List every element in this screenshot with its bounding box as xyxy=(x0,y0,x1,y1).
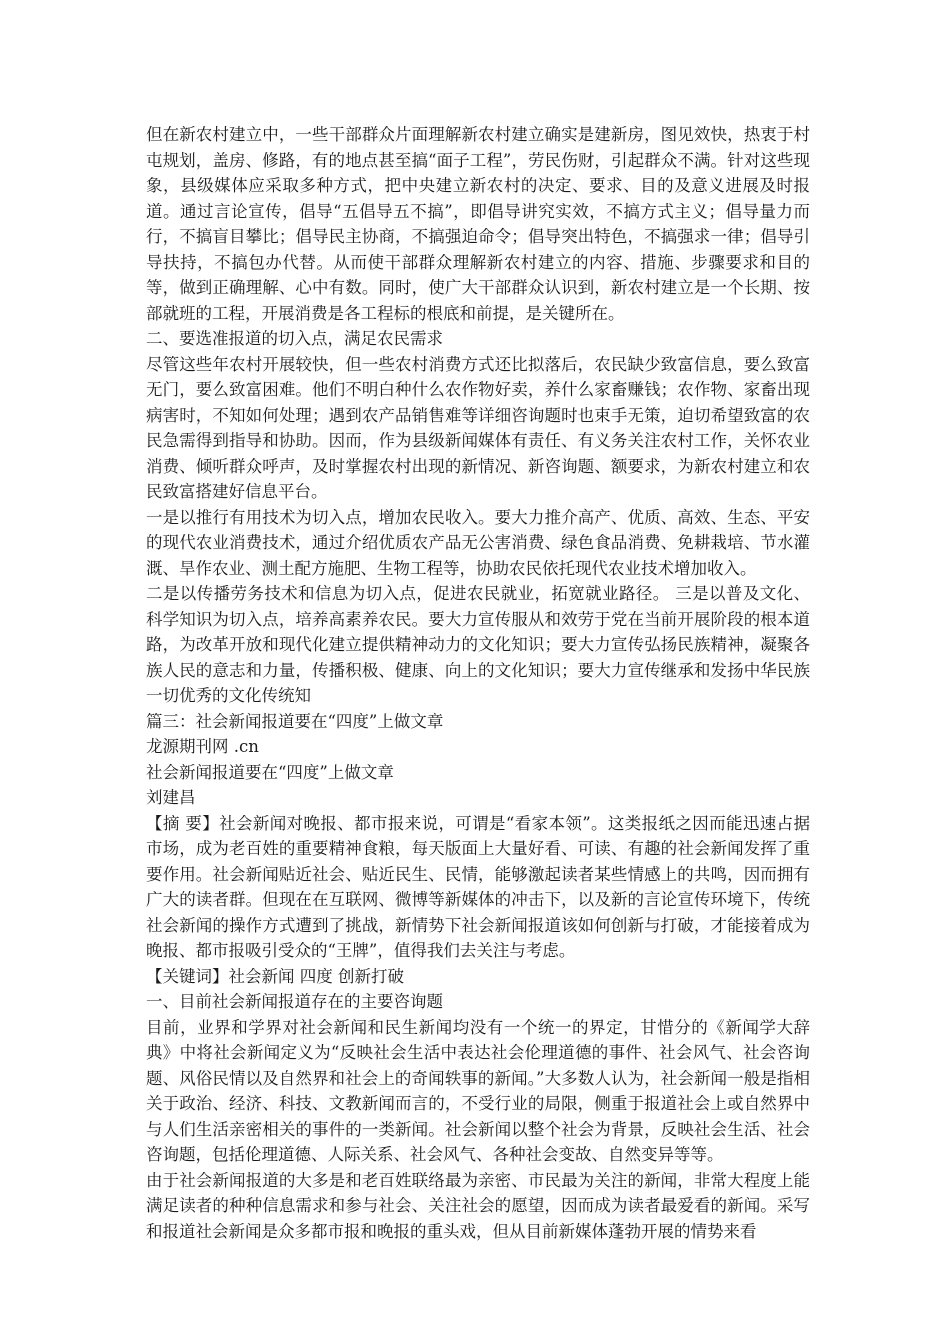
paragraph-reader-interest: 由于社会新闻报道的大多是和老百姓联络最为亲密、市民最为关注的新闻，非常大程度上能满足读者的种种信息需求和参与社会、关注社会的愿望，因而成为读者最爱看的新闻。采写和报道社会新闻是众多都市报和晚报的重头戏，但从目前新媒体蓬勃开展的情势来看 xyxy=(146,1170,810,1241)
heading-section-one: 一、目前社会新闻报道存在的主要咨询题 xyxy=(146,992,443,1011)
document-body xyxy=(146,122,810,1244)
paragraph-farmer-needs: 尽管这些年农村开展较快，但一些农村消费方式还比拟落后，农民缺少致富信息，要么致富无门，要么致富困难。他们不明白种什么农作物好卖，养什么家畜赚钱；农作物、家畜出现病害时，不知如何处理；遇到农产品销售难等详细咨询题时也束手无策，迫切希望致富的农民急需得到指导和协助。因而，作为县级新闻媒体有责任、有义务关注农村工作，关怀农业消费、倾听群众呼声，及时掌握农村出现的新情况、新咨询题、额要求，为新农村建立和农民致富搭建好信息平台。 xyxy=(146,354,810,501)
paragraph-definition: 目前，业界和学界对社会新闻和民生新闻均没有一个统一的界定，甘惜分的《新闻学大辞典》中将社会新闻定义为“反映社会生活中表达社会伦理道德的事件、社会风气、社会咨询题、风俗民情以及自然界和社会上的奇闻轶事的新闻。”大多数人认为，社会新闻一般是指相关于政治、经济、科技、文教新闻而言的，不受行业的局限，侧重于报道社会上或自然界中与人们生活亲密相关的事件的一类新闻。社会新闻以整个社会为背景，反映社会生活、社会咨询题，包括伦理道德、人际关系、社会风气、各种社会变故、自然变异等等。 xyxy=(146,1017,810,1164)
article-three-title: 篇三：社会新闻报道要在“四度”上做文章 xyxy=(146,711,444,731)
source-line: 龙源期刊网 .cn xyxy=(146,737,259,756)
paragraph-rural-construction: 但在新农村建立中，一些干部群众片面理解新农村建立确实是建新房，图见效快，热衷于村屯规划，盖房、修路，有的地点甚至搞“面子工程”，劳民伤财，引起群众不满。针对这些现象，县级媒体应采取多种方式，把中央建立新农村的决定、要求、目的及意义进展及时报道。通过言论宣传，倡导“五倡导五不搞”，即倡导讲究实效，不搞方式主义；倡导量力而行，不搞盲目攀比；倡导民主协商，不搞强迫命令；倡导突出特色，不搞强求一律；倡导引导扶持，不搞包办代替。从而使干部群众理解新农村建立的内容、措施、步骤要求和目的等，做到正确理解、心中有数。同时，使广大干部群众认识到，新农村建立是一个长期、按部就班的工程，开展消费是各工程标的根底和前提，是关键所在。 xyxy=(146,125,810,323)
heading-section-two: 二、要选准报道的切入点，满足农民需求 xyxy=(146,329,443,348)
paragraph-point-two-three: 二是以传播劳务技术和信息为切入点，促进农民就业，拓宽就业路径。 三是以普及文化、科学知识为切入点，培养高素养农民。要大力宣传服从和效劳于党在当前开展阶段的根本道路，为改革开放和现代化建立提供精神动力的文化知识；要大力宣传弘扬民族精神，凝聚各族人民的意志和力量，传播积极、健康、向上的文化知识；要大力宣传继承和发扬中华民族一切优秀的文化传统知 xyxy=(146,584,810,705)
author-name: 刘建昌 xyxy=(146,788,196,807)
abstract-paragraph: 【摘 要】社会新闻对晚报、都市报来说，可谓是“看家本领”。这类报纸之因而能迅速占据市场，成为老百姓的重要精神食粮，每天版面上大量好看、可读、有趣的社会新闻发挥了重要作用。社会新闻贴近社会、贴近民生、民情，能够激起读者某些情感上的共鸣，因而拥有广大的读者群。但现在在互联网、微博等新媒体的冲击下，以及新的言论宣传环境下，传统社会新闻的操作方式遭到了挑战，新情势下社会新闻报道该如何创新与打破，才能接着成为晚报、都市报吸引受众的“王牌”，值得我们去关注与考虑。 xyxy=(146,813,810,960)
article-title: 社会新闻报道要在“四度”上做文章 xyxy=(146,762,394,782)
paragraph-point-one: 一是以推行有用技术为切入点，增加农民收入。要大力推介高产、优质、高效、生态、平安的现代农业消费技术，通过介绍优质农产品无公害消费、绿色食品消费、免耕栽培、节水灌溉、旱作农业、测土配方施肥、生物工程等，协助农民依托现代农业技术增加收入。 xyxy=(146,507,810,578)
keywords-line: 【关键词】社会新闻 四度 创新打破 xyxy=(146,966,404,986)
